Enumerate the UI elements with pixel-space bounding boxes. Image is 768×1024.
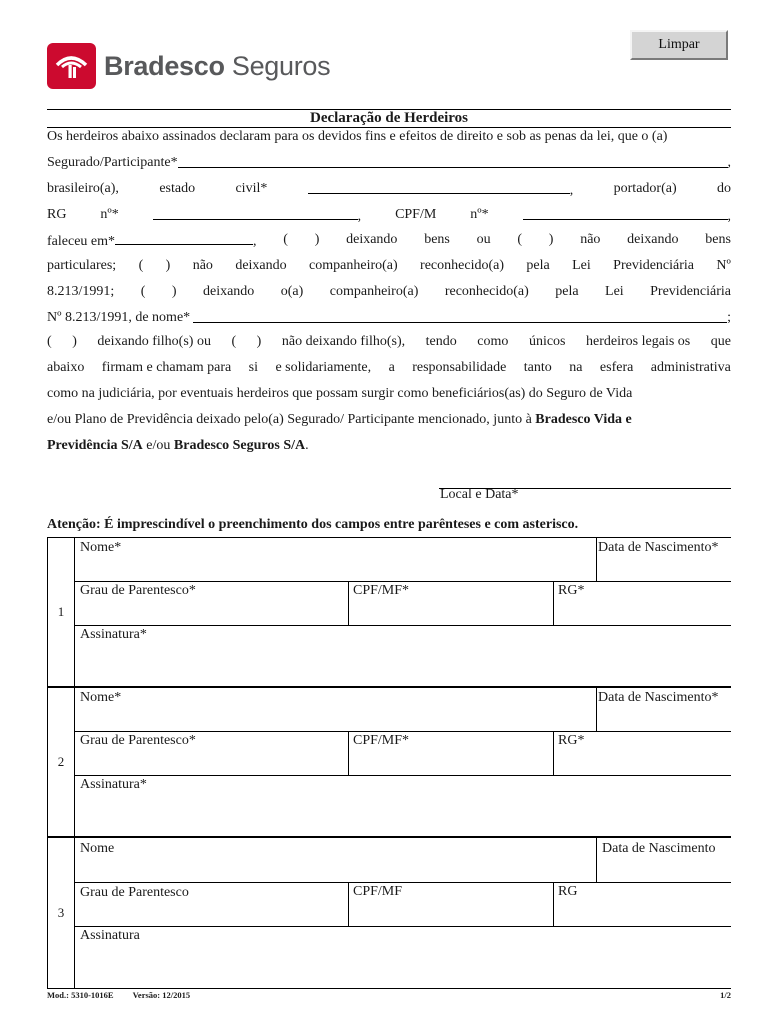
clear-button[interactable]: Limpar (630, 30, 728, 60)
local-date-label: Local e Data* (440, 487, 519, 502)
checkbox-sem-companheiro[interactable]: ( (138, 258, 144, 273)
declaration-line-3: brasileiro(a), estado civil* , portador(a) do (47, 181, 731, 198)
declaration-line-6: particulares; ( ) não deixando companheiro(a) reconhecido(a) pela Lei Previdenciária Nº (47, 256, 731, 276)
heir-name-label: Nome (80, 841, 115, 856)
bradesco-seguros-logo (47, 43, 330, 89)
page-number: 1/2 (720, 990, 731, 1000)
checkbox-com-companheiro[interactable]: ( (140, 284, 146, 299)
heir-table-2 (47, 687, 731, 837)
insured-name-field[interactable] (178, 153, 728, 168)
heir-table-3 (47, 837, 731, 989)
heir-signature-label: Assinatura* (80, 777, 147, 792)
declaration-line-1: Os herdeiros abaixo assinados declaram para os devidos fins e efeitos de direito e sob as penas da lei, que o (a) (47, 129, 668, 144)
heir-rg-label: RG* (558, 733, 585, 748)
checkbox-bens-open[interactable]: ( (283, 232, 288, 247)
partner-name-field[interactable] (193, 308, 727, 323)
heir-table-1 (47, 537, 731, 687)
heir-cpf-label: CPF/MF* (353, 583, 410, 598)
notice-text: Atenção: É imprescindível o preenchimento dos campos entre parênteses e com asterisco. (47, 517, 579, 532)
heir-birth-label: Data de Nascimento (602, 841, 716, 856)
declaration-line-13: Previdência S/A e/ou Bradesco Seguros S/A. (47, 438, 309, 453)
declaration-line-12: e/ou Plano de Previdência deixado pelo(a) Segurado/ Participante mencionado, junto à Bradesco Vida e (47, 412, 632, 427)
page-title: Declaração de Herdeiros (309, 110, 468, 126)
declaration-line-4: RG nº* , CPF/M nº* , (47, 207, 731, 224)
declaration-line-5: faleceu em* , ( ) deixando bens ou ( ) não deixando bens (47, 230, 731, 252)
declaration-line-2: Segurado/Participante* , (47, 155, 731, 170)
footer (47, 990, 731, 1000)
bradesco-tree-icon (47, 43, 96, 89)
heir-birth-label: Data de Nascimento* (598, 540, 719, 555)
heir-name-label: Nome* (80, 690, 122, 705)
form-version: Versão: 12/2015 (132, 990, 191, 1000)
checkbox-sem-bens-open[interactable]: ( (517, 232, 523, 247)
rg-field[interactable] (153, 205, 358, 220)
checkbox-com-filhos[interactable]: ( (47, 334, 52, 349)
declaration-line-7: 8.213/1991; ( ) deixando o(a) companheiro(a) reconhecido(a) pela Lei Previdenciária (47, 282, 731, 302)
heir-kinship-label: Grau de Parentesco* (80, 583, 196, 598)
heir-signature-label: Assinatura* (80, 627, 147, 642)
heir-cpf-label: CPF/MF (353, 884, 403, 899)
heir-kinship-label: Grau de Parentesco (80, 885, 189, 900)
declaration-line-11: como na judiciária, por eventuais herdeiros que possam surgir como beneficiários(as) do Seguro de Vida (47, 386, 633, 401)
heir-kinship-label: Grau de Parentesco* (80, 733, 196, 748)
death-date-field[interactable] (115, 230, 253, 245)
heir-number: 3 (57, 905, 65, 920)
heir-cpf-label: CPF/MF* (353, 733, 410, 748)
declaration-line-8: Nº 8.213/1991, de nome* ; (47, 310, 731, 325)
heir-name-label: Nome* (80, 540, 122, 555)
form-model: Mod.: 5310-1016E (47, 990, 114, 1000)
heir-rg-label: RG* (558, 583, 585, 598)
cpf-field[interactable] (523, 205, 728, 220)
heir-birth-label: Data de Nascimento* (598, 690, 719, 705)
heir-number: 1 (57, 604, 65, 619)
heir-signature-label: Assinatura (80, 928, 140, 943)
declaration-line-10: abaixo firmam e chamam para si e solidariamente, a responsabilidade tanto na esfera administrativa (47, 360, 731, 375)
declaration-line-9: ( ) deixando filho(s) ou ( ) não deixando filho(s), tendo como únicos herdeiros legais os que (47, 332, 731, 352)
checkbox-sem-filhos[interactable]: ( (231, 334, 237, 349)
heir-rg-label: RG (558, 884, 578, 899)
heir-number: 2 (57, 754, 65, 769)
civil-status-field[interactable] (308, 179, 570, 194)
brand-name: Bradesco Seguros (104, 50, 331, 81)
